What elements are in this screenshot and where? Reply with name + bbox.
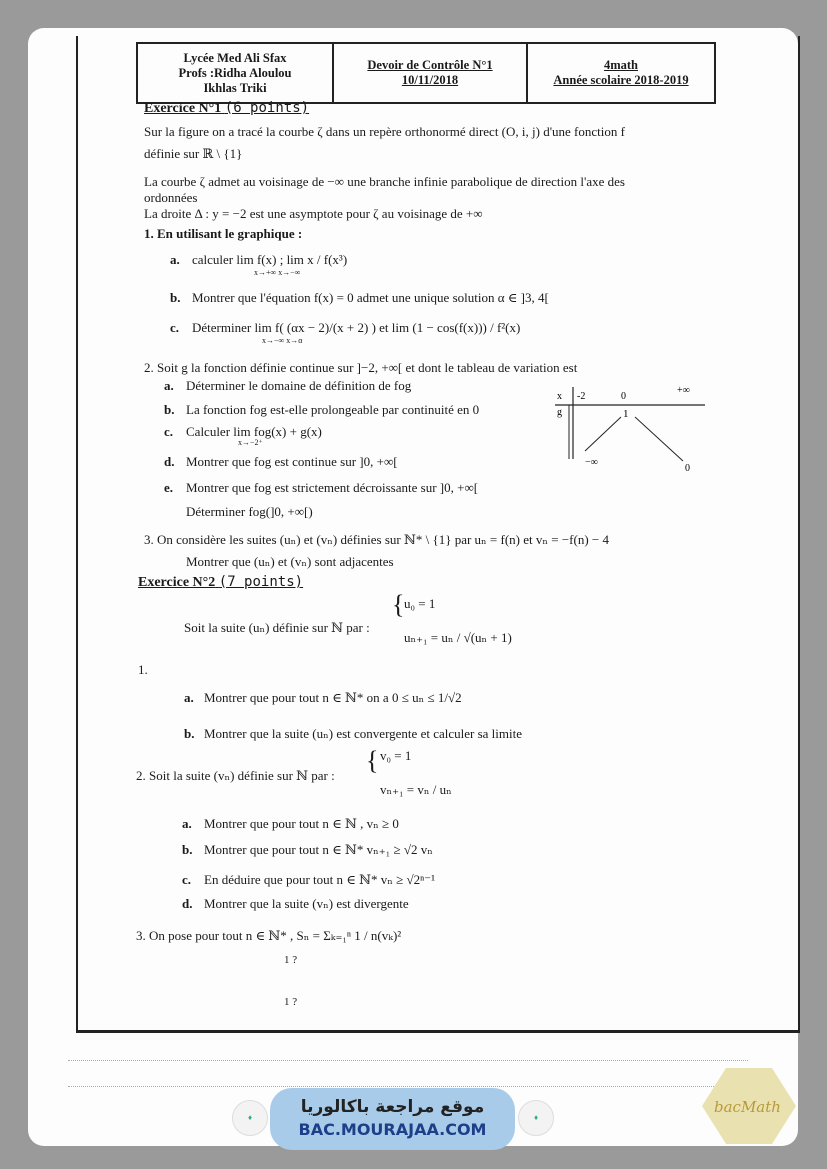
ex2-q1b-label: b. xyxy=(184,726,195,741)
ex1-intro-2: définie sur ℝ \ {1} xyxy=(144,146,243,161)
ex1-q2d: Montrer que fog est continue sur ]0, +∞[ xyxy=(186,454,398,469)
ex2-vn1: vₙ₊₁ = vₙ / uₙ xyxy=(380,782,452,797)
teacher-names-2: Ikhlas Triki xyxy=(203,80,267,95)
scan-line-1 xyxy=(68,1060,748,1061)
u-brace: { xyxy=(392,590,405,619)
ex2-v0: v₀ = 1 xyxy=(380,748,412,763)
teacher-names: Profs :Ridha Aloulou xyxy=(178,65,292,80)
ex1-q1c: Déterminer lim f( (αx − 2)/(x + 2) ) et lim (1 − cos(f(x))) / f²(x) xyxy=(192,320,521,335)
ex1-q2b: La fonction fog est-elle prolongeable par continuité en 0 xyxy=(186,402,480,417)
ex1-q2c-sub: x→−2⁺ xyxy=(238,438,263,447)
ex2-q1a: Montrer que pour tout n ∈ ℕ* on a 0 ≤ uₙ ≤ 1/√2 xyxy=(204,690,462,705)
exercise-1-title: Exercice N°1 (6 points) xyxy=(144,100,310,116)
ex1-q2d-label: d. xyxy=(164,454,175,469)
class-name: 4math xyxy=(603,58,639,72)
ex1-question-3b: Montrer que (uₙ) et (vₙ) sont adjacentes xyxy=(186,554,394,569)
site-name-arabic: موقع مراجعة باكالوريا xyxy=(300,1097,485,1117)
ex1-intro-1: Sur la figure on a tracé la courbe ζ dans un repère orthonormé direct (O, i, j) d'une fonction f xyxy=(144,124,625,139)
ex1-question-3: 3. On considère les suites (uₙ) et (vₙ) définies sur ℕ* \ {1} par uₙ = f(n) et vₙ = −f(n) − 4 xyxy=(144,532,609,547)
ex2-q1a-label: a. xyxy=(184,690,194,705)
ex2-u0: u₀ = 1 xyxy=(404,596,436,611)
ex2-q2c: En déduire que pour tout n ∈ ℕ* vₙ ≥ √2ⁿ⁻¹ xyxy=(204,872,435,887)
ex1-question-1: 1. En utilisant le graphique : xyxy=(144,226,303,241)
ex1-intro-4: ordonnées xyxy=(144,190,198,205)
ex1-q1b: Montrer que l'équation f(x) = 0 admet une unique solution α ∈ ]3, 4[ xyxy=(192,290,549,305)
table-x-label: x xyxy=(557,391,562,402)
bacmath-logo xyxy=(700,1066,798,1146)
ex1-q1a: calculer lim f(x) ; lim x / f(x³) xyxy=(192,252,348,267)
ex2-q2d: Montrer que la suite (vₙ) est divergente xyxy=(204,896,409,911)
ex1-q2e: Montrer que fog est strictement décroissante sur ]0, +∞[ xyxy=(186,480,479,495)
ex1-q2c-label: c. xyxy=(164,424,174,439)
site-banner[interactable] xyxy=(270,1088,515,1150)
ex2-question-2: 2. Soit la suite (vₙ) définie sur ℕ par : xyxy=(136,768,335,783)
ex2-q2a: Montrer que pour tout n ∈ ℕ , vₙ ≥ 0 xyxy=(204,816,399,831)
school-name: Lycée Med Ali Sfax xyxy=(183,50,287,65)
exercise-1-points: (6 points) xyxy=(224,100,310,116)
ex1-q1a-label: a. xyxy=(170,252,180,267)
table-right-val: 0 xyxy=(685,463,690,473)
bacmath-logo-text: bacMath xyxy=(714,1098,781,1116)
site-url[interactable]: BAC.MOURAJAA.COM xyxy=(298,1120,487,1139)
ex1-q2a-label: a. xyxy=(164,378,174,393)
table-top-val: 1 xyxy=(623,408,629,420)
v-brace: { xyxy=(366,746,379,775)
ex2-mark-2: 1 ? xyxy=(284,996,298,1008)
ex2-def-u: Soit la suite (uₙ) définie sur ℕ par : xyxy=(184,620,370,635)
school-year: Année scolaire 2018-2019 xyxy=(553,73,689,87)
ex1-q1b-label: b. xyxy=(170,290,181,305)
ex2-q2c-label: c. xyxy=(182,872,192,887)
variation-table xyxy=(555,383,705,473)
ex2-question-1: 1. xyxy=(138,662,148,677)
ex1-q2e-label: e. xyxy=(164,480,174,495)
table-left-val: −∞ xyxy=(585,457,598,468)
table-x-val-2: +∞ xyxy=(677,385,690,396)
exam-date: 10/11/2018 xyxy=(401,73,459,87)
ex1-intro-5: La droite Δ : y = −2 est une asymptote pour ζ au voisinage de +∞ xyxy=(144,206,483,221)
table-x-val-1: 0 xyxy=(621,391,626,402)
exercise-2-points: (7 points) xyxy=(218,574,304,590)
ex2-q2a-label: a. xyxy=(182,816,192,831)
table-x-val-0: -2 xyxy=(577,391,586,402)
exam-title: Devoir de Contrôle N°1 xyxy=(367,58,493,72)
exam-header xyxy=(136,42,716,104)
ex2-mark-1: 1 ? xyxy=(284,954,298,966)
ex1-q2a: Déterminer le domaine de définition de fog xyxy=(186,378,412,393)
ex2-un1: uₙ₊₁ = uₙ / √(uₙ + 1) xyxy=(404,630,512,645)
ex1-question-2: 2. Soit g la fonction définie continue sur ]−2, +∞[ et dont le tableau de variation est xyxy=(144,360,578,375)
ex1-q1c-sub: x→−∞ x→α xyxy=(262,336,303,345)
ex2-q2d-label: d. xyxy=(182,896,193,911)
footer-badge-left: ♦ xyxy=(232,1100,268,1136)
footer-badge-right: ♦ xyxy=(518,1100,554,1136)
ex1-q2c: Calculer lim fog(x) + g(x) xyxy=(186,424,322,439)
exercise-2-title: Exercice N°2 (7 points) xyxy=(138,574,304,590)
ex1-q2e-2: Déterminer fog(]0, +∞[) xyxy=(186,504,313,519)
ex2-q2b: Montrer que pour tout n ∈ ℕ* vₙ₊₁ ≥ √2 vₙ xyxy=(204,842,433,857)
ex1-intro-3: La courbe ζ admet au voisinage de −∞ une branche infinie parabolique de direction l'axe des xyxy=(144,174,625,189)
ex1-q1c-label: c. xyxy=(170,320,180,335)
ex1-q1a-sub: x→+∞ x→−∞ xyxy=(254,268,301,277)
table-g-label: g xyxy=(557,407,562,418)
ex1-q2b-label: b. xyxy=(164,402,175,417)
ex2-question-3: 3. On pose pour tout n ∈ ℕ* , Sₙ = Σₖ₌₁ⁿ 1 / n(vₖ)² xyxy=(136,928,402,943)
ex2-q1b: Montrer que la suite (uₙ) est convergente et calculer sa limite xyxy=(204,726,522,741)
ex2-q2b-label: b. xyxy=(182,842,193,857)
scan-line-2 xyxy=(68,1086,748,1087)
